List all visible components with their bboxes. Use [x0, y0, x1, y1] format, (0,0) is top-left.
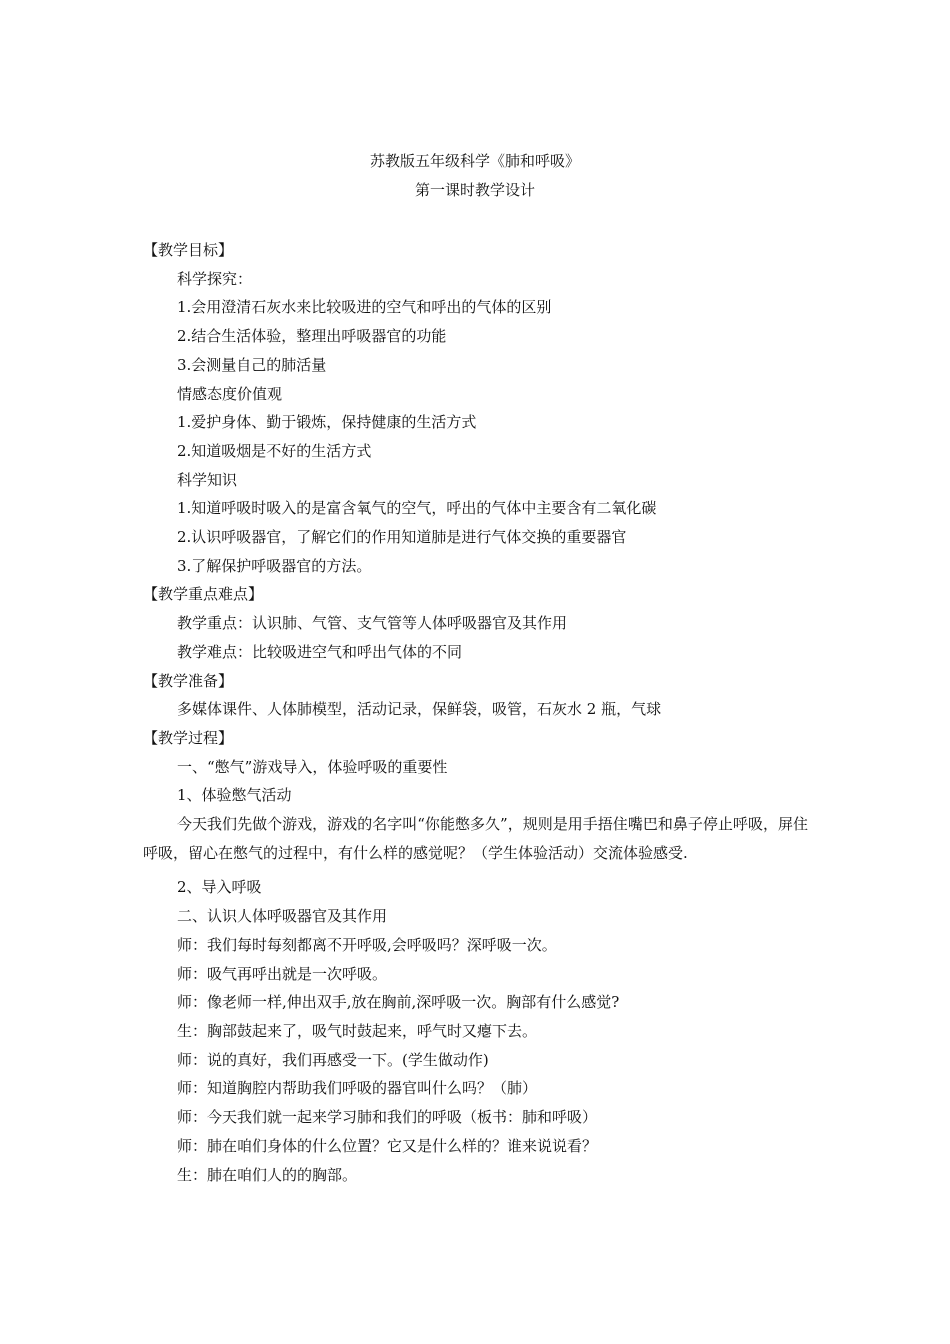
goal-line: 2.知道吸烟是不好的生活方式 — [177, 441, 372, 460]
prep-line: 多媒体课件、人体肺模型，活动记录，保鲜袋，吸管，石灰水 2 瓶，气球 — [177, 700, 662, 719]
document-body — [143, 236, 808, 1189]
dialogue-line: 生：胸部鼓起来了，吸气时鼓起来，呼气时又瘪下去。 — [177, 1021, 538, 1040]
dialogue-line: 师：说的真好，我们再感受一下。(学生做动作) — [177, 1050, 489, 1069]
process-line: 一、“憋气”游戏导入，体验呼吸的重要性 — [177, 757, 448, 776]
dialogue-line: 生：肺在咱们人的的胸部。 — [177, 1165, 358, 1184]
process-paragraph: 今天我们先做个游戏，游戏的名字叫“你能憋多久”，规则是用手捂住嘴巴和鼻子停止呼吸，屏住呼吸，留心在憋气的过程中，有什么样的感觉呢？（学生体验活动）交流体验感受. — [143, 815, 808, 862]
document-subtitle: 第一课时教学设计 — [414, 181, 535, 199]
goal-line: 1.知道呼吸时吸入的是富含氧气的空气，呼出的气体中主要含有二氧化碳 — [177, 499, 657, 518]
process-line: 二、认识人体呼吸器官及其作用 — [177, 907, 388, 926]
section-heading-keypoints: 【教学重点难点】 — [143, 585, 264, 604]
dialogue-line: 师：吸气再呼出就是一次呼吸。 — [177, 964, 388, 983]
goal-line: 科学探究： — [177, 269, 253, 288]
goal-line: 2.结合生活体验，整理出呼吸器官的功能 — [177, 327, 447, 346]
dialogue-line: 师：知道胸腔内帮助我们呼吸的器官叫什么吗？（肺） — [177, 1079, 538, 1098]
keypoint-line: 教学重点：认识肺、气管、支气管等人体呼吸器官及其作用 — [177, 614, 568, 633]
goal-line: 科学知识 — [177, 470, 238, 489]
goal-line: 3.会测量自己的肺活量 — [177, 355, 327, 374]
goal-line: 2.认识呼吸器官，了解它们的作用知道肺是进行气体交换的重要器官 — [177, 528, 627, 547]
dialogue-line: 师：肺在咱们身体的什么位置？它又是什么样的？谁来说说看？ — [177, 1136, 598, 1155]
section-heading-prep: 【教学准备】 — [143, 671, 234, 690]
goal-line: 情感态度价值观 — [177, 384, 283, 403]
goal-line: 1.会用澄清石灰水来比较吸进的空气和呼出的气体的区别 — [177, 298, 552, 317]
process-line: 1、体验憋气活动 — [177, 786, 292, 805]
process-line: 2、导入呼吸 — [177, 878, 262, 897]
document-title: 苏教版五年级科学《肺和呼吸》 — [369, 152, 580, 170]
goal-line: 3.了解保护呼吸器官的方法。 — [177, 556, 372, 575]
goal-line: 1.爱护身体、勤于锻炼，保持健康的生活方式 — [177, 413, 477, 432]
section-heading-goals: 【教学目标】 — [143, 241, 234, 259]
dialogue-line: 师：今天我们就一起来学习肺和我们的呼吸（板书：肺和呼吸） — [177, 1108, 598, 1127]
section-heading-process: 【教学过程】 — [143, 728, 234, 747]
dialogue-line: 师：像老师一样,伸出双手,放在胸前,深呼吸一次。胸部有什么感觉? — [177, 993, 620, 1012]
dialogue-line: 师：我们每时每刻都离不开呼吸,会呼吸吗？深呼吸一次。 — [177, 935, 557, 954]
keypoint-line: 教学难点：比较吸进空气和呼出气体的不同 — [177, 642, 463, 661]
